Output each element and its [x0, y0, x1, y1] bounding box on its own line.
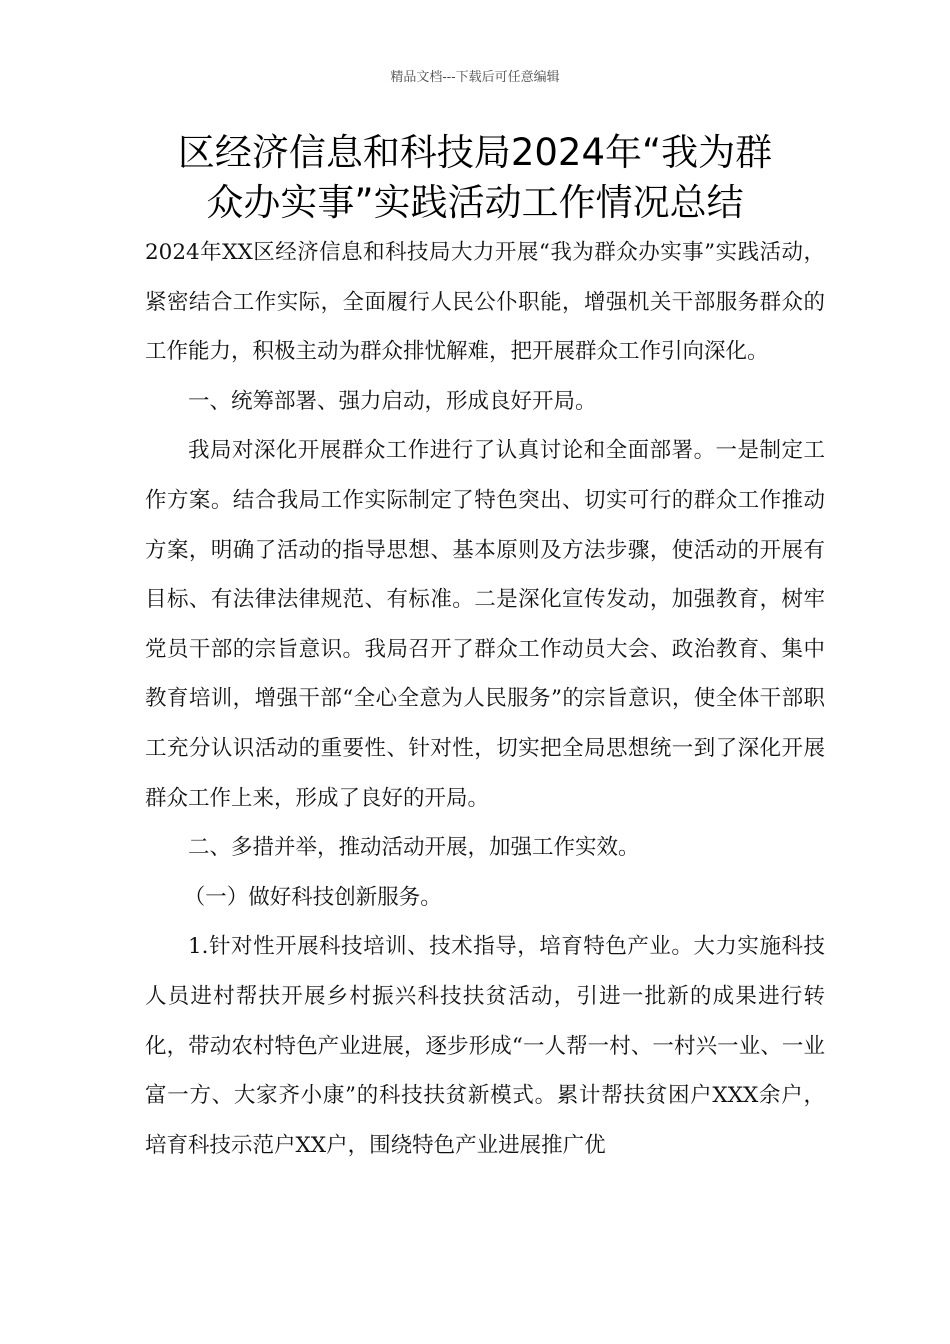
- document-body: [145, 228, 825, 1170]
- title-line-2: 众办实事”实践活动工作情况总结: [206, 181, 744, 224]
- title-line-1: 区经济信息和科技局2024年“我为群: [177, 131, 773, 174]
- intro-paragraph: 2024年XX区经济信息和科技局大力开展“我为群众办实事”实践活动，紧密结合工作实际，全面履行人民公仆职能，增强机关干部服务群众的工作能力，积极主动为群众排忧解难，把开展群众工作引向深化。: [145, 240, 825, 365]
- subsection-heading: （一）做好科技创新服务。: [183, 884, 442, 910]
- header-note: 精品文档---下载后可任意编辑: [390, 70, 560, 85]
- section-heading-2: 二、多措并举，推动活动开展，加强工作实效。: [188, 835, 640, 861]
- body-paragraph: 1.针对性开展科技培训、技术指导，培育特色产业。大力实施科技人员进村帮扶开展乡村振兴科技扶贫活动，引进一批新的成果进行转化，带动农村特色产业进展，逐步形成“一人帮一村、一村兴一业、一业富一方、大家齐小康”的科技扶贫新模式。累计帮扶贫困户XXX余户，培育科技示范户XX户，围绕特色产业进展推广优: [145, 934, 825, 1158]
- body-paragraph: 我局对深化开展群众工作进行了认真讨论和全面部署。一是制定工作方案。结合我局工作实际制定了特色突出、切实可行的群众工作推动方案，明确了活动的指导思想、基本原则及方法步骤，使活动的开展有目标、有法律法律规范、有标准。二是深化宣传发动，加强教育，树牢党员干部的宗旨意识。我局召开了群众工作动员大会、政治教育、集中教育培训，增强干部“全心全意为人民服务”的宗旨意识，使全体干部职工充分认识活动的重要性、针对性，切实把全局思想统一到了深化开展群众工作上来，形成了良好的开局。: [145, 438, 825, 811]
- section-heading-1: 一、统筹部署、强力启动，形成良好开局。: [188, 388, 597, 414]
- document-title: [120, 128, 830, 228]
